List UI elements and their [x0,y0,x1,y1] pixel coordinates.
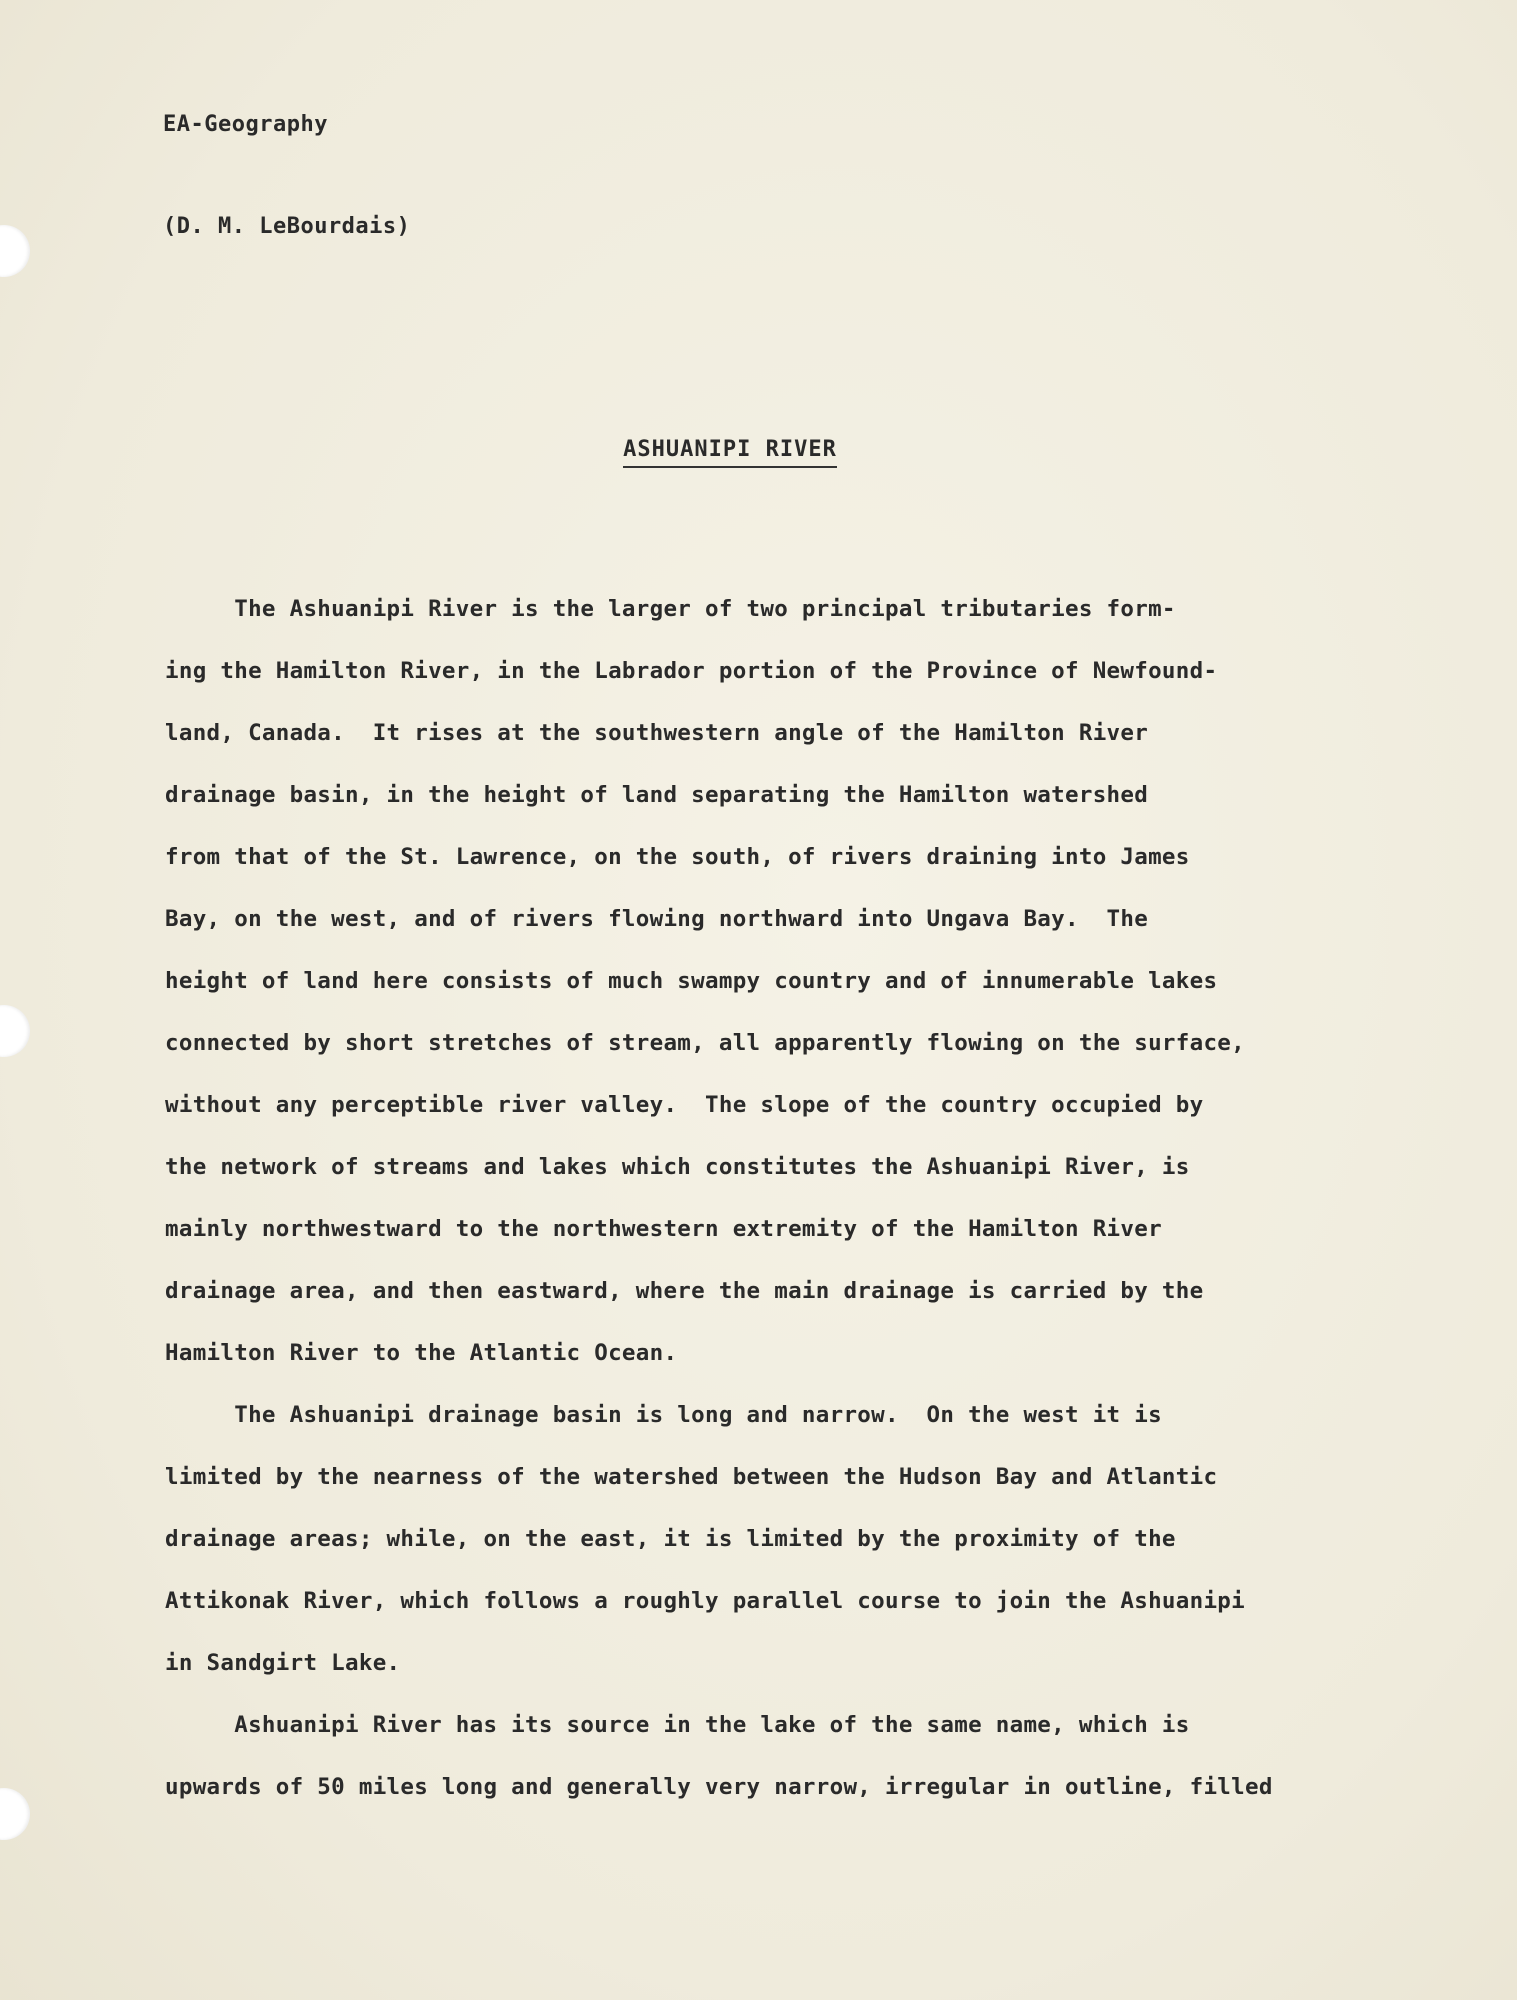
document-title [0,437,1460,462]
text-line: Ashuanipi River has its source in the lake of the same name, which is [165,1712,1190,1738]
text-line: the network of streams and lakes which constitutes the Ashuanipi River, is [165,1154,1190,1180]
text-line: Bay, on the west, and of rivers flowing northward into Ungava Bay. The [165,906,1149,932]
text-line: drainage area, and then eastward, where the main drainage is carried by the [165,1278,1204,1304]
text-line: upwards of 50 miles long and generally very narrow, irregular in outline, filled [165,1774,1273,1800]
text-line: connected by short stretches of stream, all apparently flowing on the surface, [165,1030,1245,1056]
text-line: The Ashuanipi River is the larger of two principal tributaries form- [165,596,1176,622]
text-line: limited by the nearness of the watershed between the Hudson Bay and Atlantic [165,1464,1218,1490]
text-line: drainage basin, in the height of land separating the Hamilton watershed [165,782,1149,808]
title-text: ASHUANIPI RIVER [623,437,837,468]
text-line: from that of the St. Lawrence, on the south, of rivers draining into James [165,844,1190,870]
text-line: height of land here consists of much swampy country and of innumerable lakes [165,968,1218,994]
text-line: ing the Hamilton River, in the Labrador portion of the Province of Newfound- [165,658,1218,684]
text-line: land, Canada. It rises at the southwestern angle of the Hamilton River [165,720,1149,746]
text-line: Hamilton River to the Atlantic Ocean. [165,1340,678,1366]
document-header [163,40,410,312]
text-line: in Sandgirt Lake. [165,1650,401,1676]
text-line: drainage areas; while, on the east, it is limited by the proximity of the [165,1526,1176,1552]
body-text [165,592,1405,1832]
header-subject: EA-Geography [163,112,328,137]
punch-hole-bottom [0,1788,30,1840]
text-line: mainly northwestward to the northwestern extremity of the Hamilton River [165,1216,1162,1242]
text-line: without any perceptible river valley. The slope of the country occupied by [165,1092,1204,1118]
punch-hole-top [0,225,30,277]
punch-hole-middle [0,1005,30,1057]
text-line: Attikonak River, which follows a roughly parallel course to join the Ashuanipi [165,1588,1245,1614]
header-author: (D. M. LeBourdais) [163,214,411,239]
text-line: The Ashuanipi drainage basin is long and narrow. On the west it is [165,1402,1162,1428]
